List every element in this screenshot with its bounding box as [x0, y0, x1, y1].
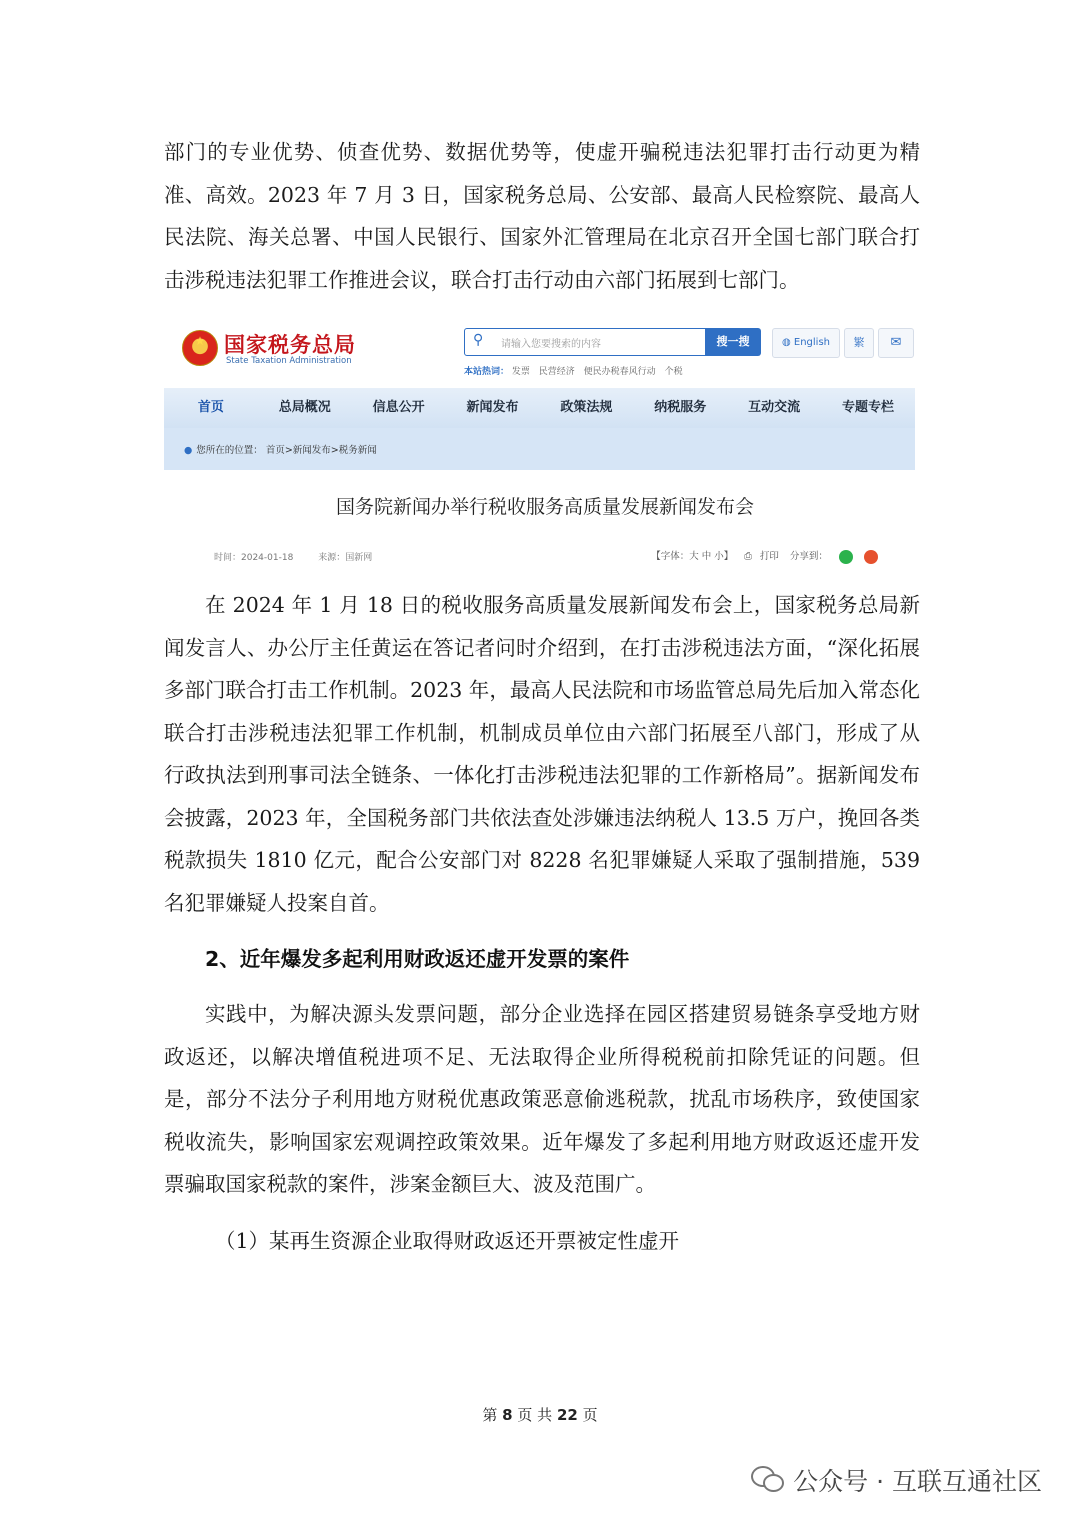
wechat-icon	[751, 1466, 785, 1494]
nav-overview[interactable]: 总局概况	[278, 400, 331, 415]
article-meta	[214, 550, 394, 563]
paragraph-3: 实践中，为解决源头发票问题，部分企业选择在园区搭建贸易链条享受地方财政返还，以解决增值税进项不足、无法取得企业所得税税前扣除凭证的问题。但是，部分不法分子利用地方财税优惠政策恶意偷逃税款，扰乱市场秩序，致使国家税收流失，影响国家宏观调控政策效果。近年爆发了多起利用地方财政返还虚开发票骗取国家税款的案件，涉案金额巨大、波及范围广。	[164, 1002, 920, 1196]
site-name-en: State Taxation Administration	[226, 356, 352, 366]
tax-website-screenshot	[164, 318, 915, 566]
nav-policy[interactable]: 政策法规	[560, 400, 613, 415]
search-button[interactable]: 搜一搜	[705, 328, 761, 356]
hot-word[interactable]: 民营经济	[538, 367, 575, 377]
article-card	[182, 470, 908, 566]
total-pages: 22	[556, 1406, 578, 1424]
article-source: 来源：国新网	[318, 553, 373, 563]
share-label: 分享到：	[789, 551, 828, 562]
page-middle: 页 共	[517, 1406, 553, 1424]
traditional-chinese-button[interactable]: 繁	[844, 328, 874, 358]
sub-heading: （1）某再生资源企业取得财政返还开票被定性虚开	[215, 1229, 680, 1253]
paragraph-2: 在 2024 年 1 月 18 日的税收服务高质量发展新闻发布会上，国家税务总局新闻发言人、办公厅主任黄运在答记者问时介绍到，在打击涉税违法方面，“深化拓展多部门联合打击工作机制。2023 年，最高人民法院和市场监管总局先后加入常态化联合打击涉税违法犯罪工作机制，机制成员单位由六部门拓展至八部门，形成了从行政执法到刑事司法全链条、一体化打击涉税违法犯罪的工作新格局”。据新闻发布会披露，2023 年，全国税务部门共依法查处涉嫌违法纳税人 13.5 万户，挽回各类税款损失 1810 亿元，配合公安部门对 8228 名犯罪嫌疑人采取了强制措施，539 名犯罪嫌疑人投案自首。	[164, 593, 920, 915]
page-suffix: 页	[582, 1406, 598, 1424]
hot-words	[464, 364, 689, 377]
main-nav	[164, 388, 915, 428]
nav-info-disclosure[interactable]: 信息公开	[372, 400, 425, 415]
nav-home[interactable]: 首页	[197, 400, 224, 415]
national-emblem-icon	[182, 330, 218, 366]
hot-word[interactable]: 个税	[664, 367, 683, 377]
font-size-control[interactable]: 【字体：大 中 小】	[651, 551, 734, 562]
hot-word[interactable]: 发票	[511, 367, 530, 377]
location-pin-icon: ●	[184, 445, 193, 456]
search-input[interactable]	[464, 328, 706, 356]
hot-words-label: 本站热词：	[464, 367, 510, 377]
wechat-account	[751, 1462, 1042, 1498]
hot-word[interactable]: 便民办税春风行动	[583, 367, 656, 377]
page-number	[0, 1404, 1080, 1425]
account-name: 公众号 · 互联互通社区	[793, 1467, 1042, 1496]
search-placeholder: 请输入您要搜索的内容	[501, 339, 601, 350]
nav-news[interactable]: 新闻发布	[466, 400, 519, 415]
search-icon: ⚲	[473, 332, 484, 348]
article-title: 国务院新闻办举行税收服务高质量发展新闻发布会	[335, 496, 754, 518]
nav-interaction[interactable]: 互动交流	[748, 400, 801, 415]
english-label: English	[793, 337, 830, 348]
mail-button[interactable]	[878, 328, 914, 358]
wechat-share-icon[interactable]	[839, 550, 853, 564]
mail-icon: ✉	[890, 335, 902, 350]
article-date: 时间：2024-01-18	[214, 553, 294, 563]
paragraph-1: 部门的专业优势、侦查优势、数据优势等，使虚开骗税违法犯罪打击行动更为精准、高效。2023 年 7 月 3 日，国家税务总局、公安部、最高人民检察院、最高人民法院、海关总署、中国人民银行、国家外汇管理局在北京召开全国七部门联合打击涉税违法犯罪工作推进会议，联合打击行动由六部门拓展到七部门。	[164, 140, 920, 292]
english-button[interactable]	[772, 328, 840, 358]
page-prefix: 第	[482, 1406, 498, 1424]
current-page: 8	[502, 1406, 513, 1424]
breadcrumb-text: 您所在的位置： 首页>新闻发布>税务新闻	[196, 445, 377, 456]
nav-topics[interactable]: 专题专栏	[842, 400, 895, 415]
print-label[interactable]: 打印	[759, 551, 779, 562]
print-icon[interactable]: ⎙	[744, 551, 752, 562]
article-tools	[643, 548, 878, 564]
weibo-share-icon[interactable]	[864, 550, 878, 564]
globe-icon: ◍	[781, 337, 794, 348]
site-name: 国家税务总局	[224, 333, 356, 357]
nav-tax-service[interactable]: 纳税服务	[654, 400, 707, 415]
section-heading: 2、近年爆发多起利用财政返还虚开发票的案件	[205, 947, 630, 971]
breadcrumb	[184, 442, 377, 456]
